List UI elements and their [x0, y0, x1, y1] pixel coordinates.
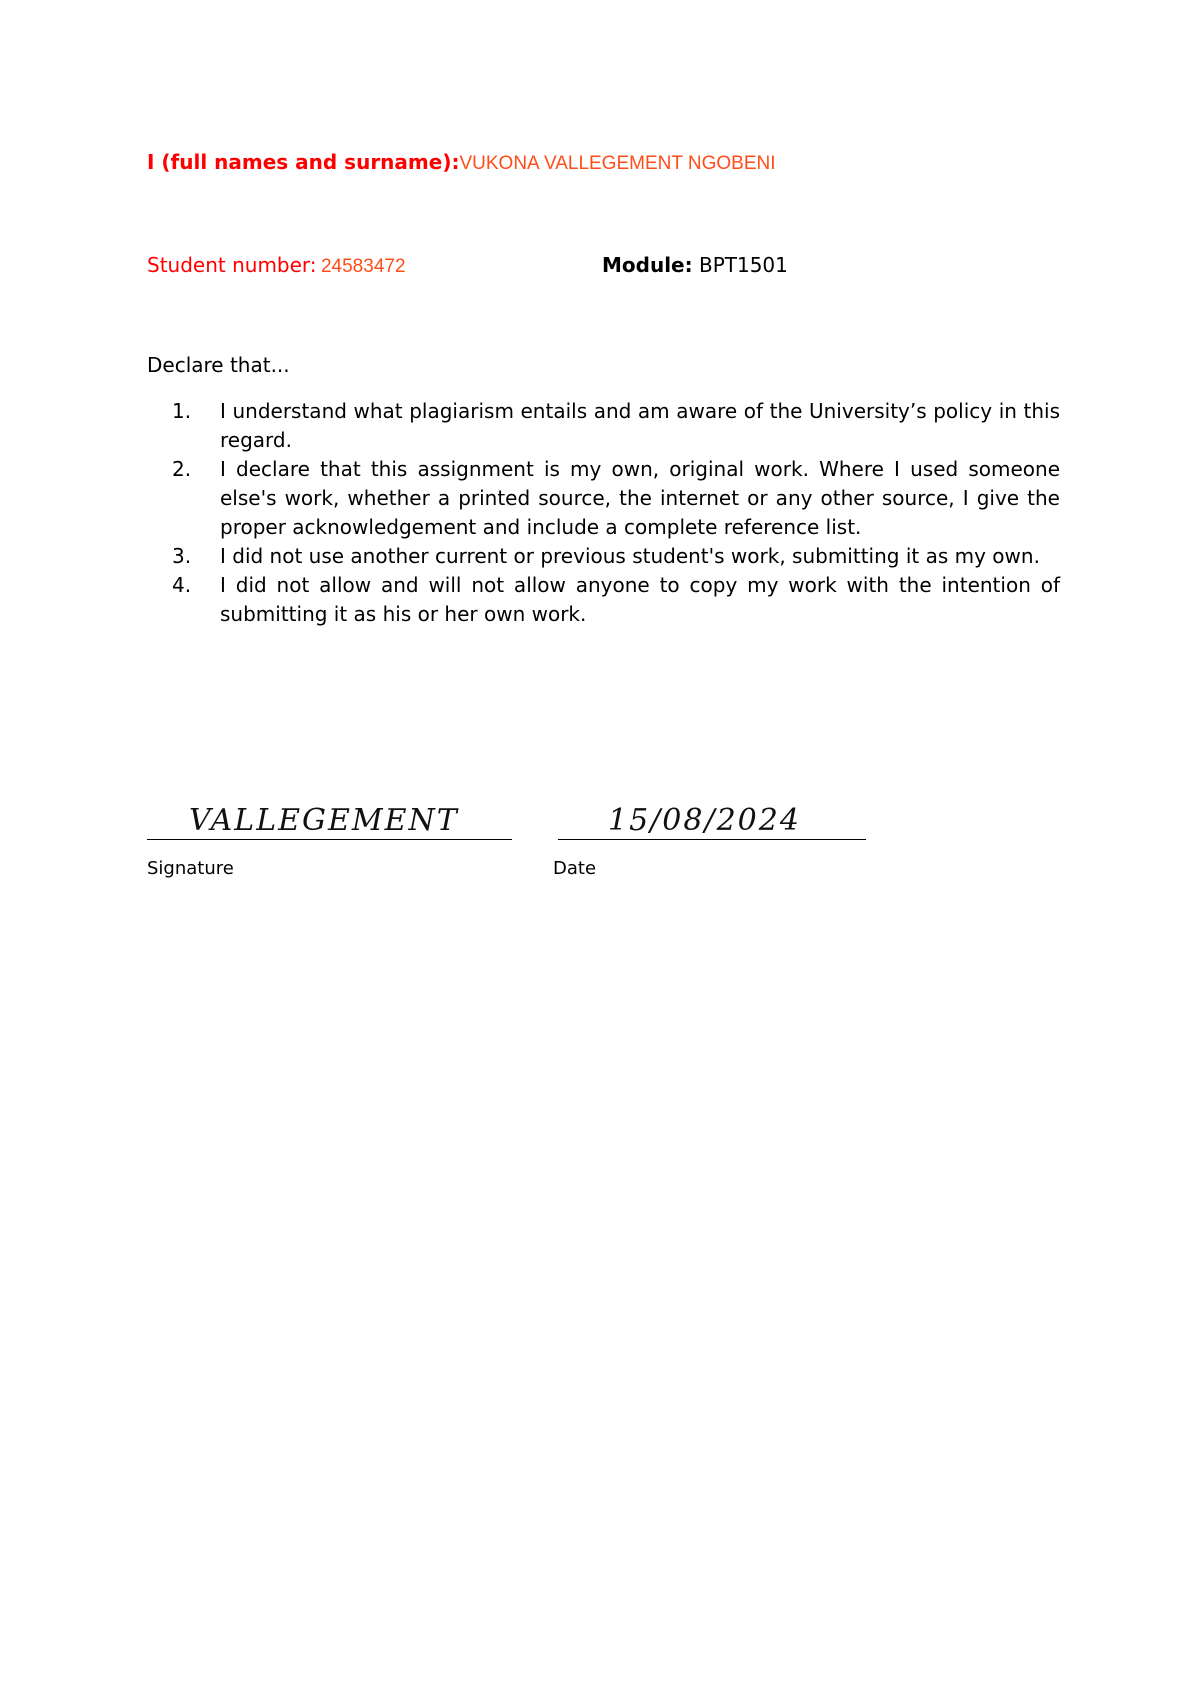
list-item-number: 4.	[172, 573, 192, 597]
signature-line	[147, 839, 512, 840]
list-item-number: 1.	[172, 399, 192, 423]
list-item	[172, 397, 1060, 455]
list-item	[172, 542, 1060, 571]
declaration-intro: Declare that...	[147, 353, 290, 377]
signature-caption: Signature	[147, 858, 234, 879]
module-row	[602, 253, 788, 277]
date-field	[558, 790, 866, 840]
fullname-row	[147, 150, 776, 175]
list-item-text: I declare that this assignment is my own, original work. Where I used someone else's work, whether a printed source, the internet or any other source, I give the proper acknowledgement and include a complete reference list.	[220, 457, 1060, 539]
date-caption: Date	[553, 858, 597, 879]
fullname-label: I (full names and surname):	[147, 150, 460, 174]
student-number-value: 24583472	[320, 256, 406, 277]
list-item-text: I did not allow and will not allow anyone to copy my work with the intention of submitting it as his or her own work.	[220, 573, 1060, 626]
list-item	[172, 571, 1060, 629]
list-item-number: 2.	[172, 457, 192, 481]
handwritten-date: 15/08/2024	[608, 803, 801, 838]
module-label: Module:	[602, 253, 693, 277]
declaration-list	[172, 397, 1060, 629]
student-number-label: Student number:	[147, 253, 317, 277]
list-item-text: I understand what plagiarism entails and am aware of the University’s policy in this regard.	[220, 399, 1060, 452]
signature-field	[147, 790, 512, 840]
date-line	[558, 839, 866, 840]
student-number-row	[147, 253, 406, 278]
list-item-number: 3.	[172, 544, 192, 568]
fullname-value: VUKONA VALLEGEMENT NGOBENI	[459, 153, 776, 174]
handwritten-signature: VALLEGEMENT	[189, 803, 459, 838]
list-item	[172, 455, 1060, 542]
module-value: BPT1501	[698, 253, 788, 277]
list-item-text: I did not use another current or previous student's work, submitting it as my own.	[220, 544, 1040, 568]
